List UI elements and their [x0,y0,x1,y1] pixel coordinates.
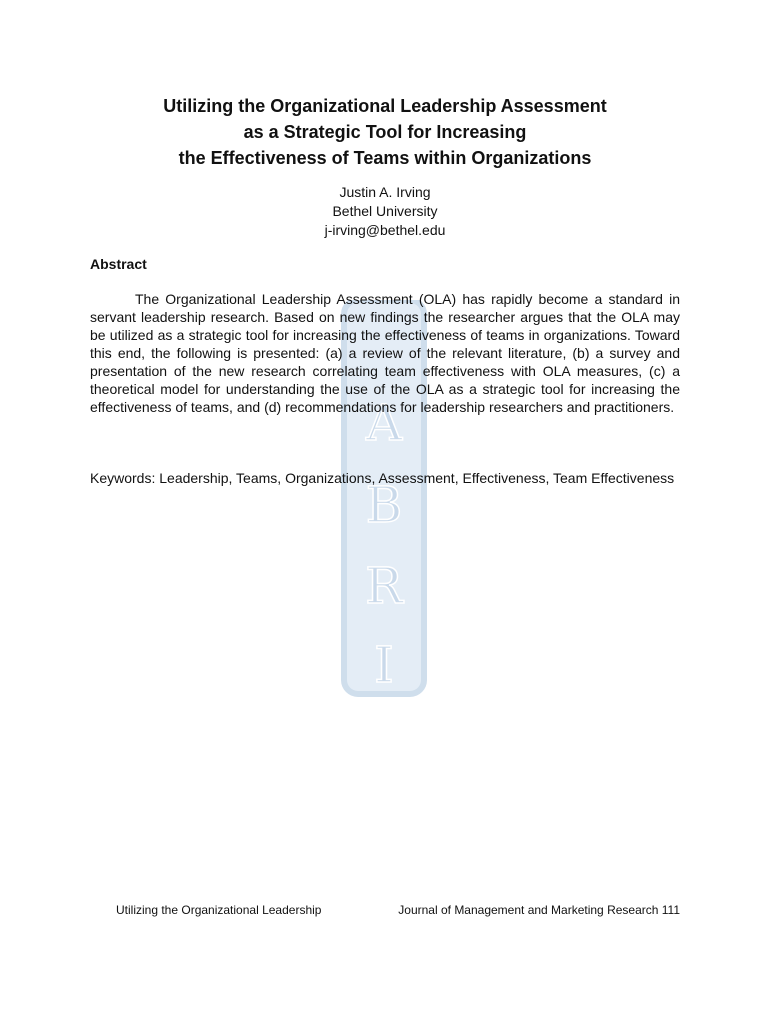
paper-title [90,93,680,171]
watermark-letter-r: R [365,557,403,615]
running-footer-journal: Journal of Management and Marketing Research 111 [398,903,680,917]
running-footer-title: Utilizing the Organizational Leadership [116,903,322,917]
author-email: j-irving@bethel.edu [324,222,446,238]
title-line-3: the Effectiveness of Teams within Organizations [178,148,592,168]
watermark-letter-i: I [374,636,394,694]
title-line-1: Utilizing the Organizational Leadership Assessment [163,96,607,116]
watermark-letter-b: B [365,476,403,534]
author-name: Justin A. Irving [339,184,431,200]
abstract-heading: Abstract [90,256,147,272]
watermark-letter-a: A [365,394,403,452]
keywords: Keywords: Leadership, Teams, Organizations, Assessment, Effectiveness, Team Effectiveness [90,470,675,486]
title-line-2: as a Strategic Tool for Increasing [243,122,527,142]
abstract-body: The Organizational Leadership Assessment (OLA) has rapidly become a standard in servant leadership research. Based on new findings the researcher argues that the OLA may be utilized as a strategic tool for increasing the effectiveness of teams in organizations. Toward this end, the following is presented: (a) a review of the relevant literature, (b) a survey and presentation of the new research correlating team effectiveness with OLA measures, (c) a theoretical model for understanding the use of the OLA as a strategic tool for increasing the effectiveness of teams, and (d) recommendations for leadership researchers and practitioners. [90,291,680,415]
author-block [90,183,680,240]
author-affiliation: Bethel University [332,203,438,219]
